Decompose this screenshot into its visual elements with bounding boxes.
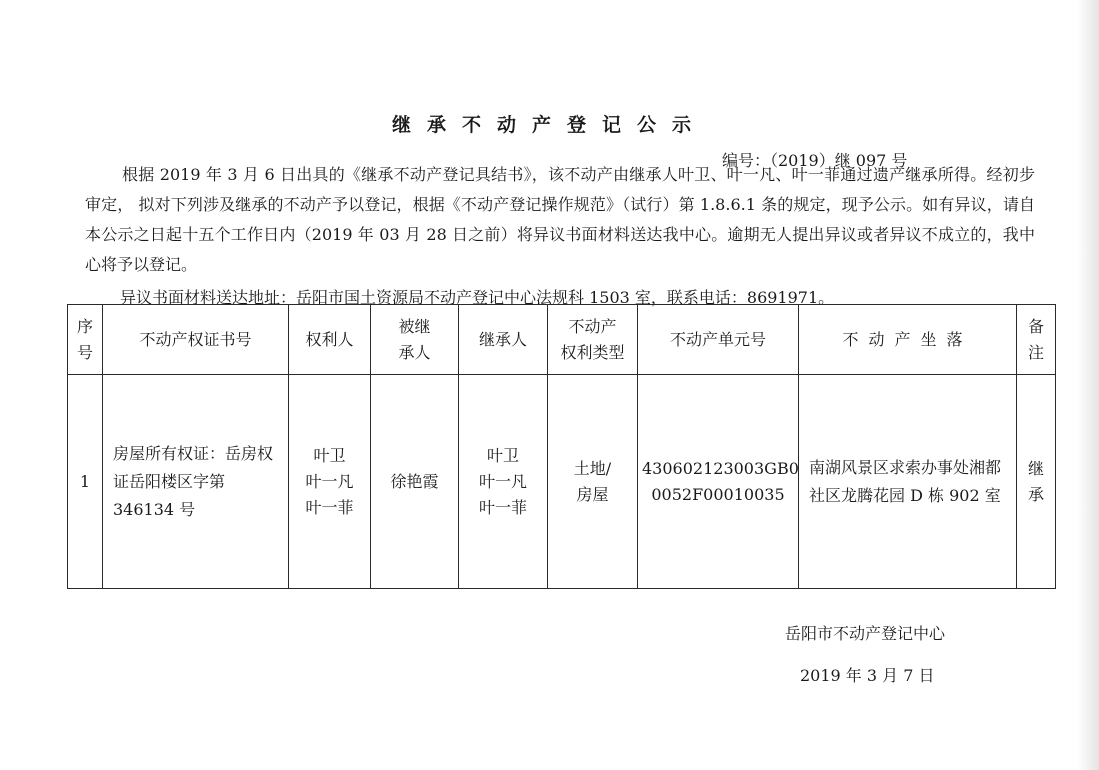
header-heir: 继承人 [459,305,548,375]
header-location: 不动产坐落 [799,305,1017,375]
header-unit-no: 不动产单元号 [638,305,799,375]
body-paragraph: 根据 2019 年 3 月 6 日出具的《继承不动产登记具结书》，该不动产由继承人叶卫、叶一凡、叶一菲通过遗产继承所得。经初步审定， 拟对下列涉及继承的不动产予以登记，根据《不动产登记操作规范》（试行）第 1.8.6.1 条的规定，现予公示。如有异议，请自本公示之日起十五个工作日内（2019 年 03 月 28 日之前）将异议书面材料送达我中心。逾期无人提出异议或者异议不成立的，我中心将予以登记。 [85,165,1035,274]
issue-date: 2019 年 3 月 7 日 [800,666,935,685]
issuer-name: 岳阳市不动产登记中心 [785,624,946,643]
cell-remark: 继 承 [1017,375,1056,589]
cell-location: 南湖风景区求索办事处湘都社区龙腾花园 D 栋 902 室 [799,375,1017,589]
header-right-type: 不动产 权利类型 [548,305,638,375]
document-title: 继承不动产登记公示 [391,114,707,136]
header-obligee: 权利人 [289,305,371,375]
objection-address: 异议书面材料送达地址：岳阳市国土资源局不动产登记中心法规科 1503 室，联系电话：8691971。 [120,288,835,307]
cell-seq: 1 [68,375,103,589]
header-decedent: 被继 承人 [371,305,459,375]
cell-unit-no: 430602123003GB0 0052F00010035 [638,375,799,589]
cell-decedent: 徐艳霞 [371,375,459,589]
registration-table [67,304,1056,589]
header-seq: 序 号 [68,305,103,375]
cell-right-type: 土地/ 房屋 [548,375,638,589]
table-row [68,375,1056,589]
header-cert-no: 不动产权证书号 [103,305,289,375]
cell-heir: 叶卫 叶一凡 叶一菲 [459,375,548,589]
cell-obligee: 叶卫 叶一凡 叶一菲 [289,375,371,589]
table-header-row [68,305,1056,375]
document-number: 编号：（2019）继 097 号 [722,151,908,170]
header-remark: 备 注 [1017,305,1056,375]
cell-cert-no: 房屋所有权证：岳房权证岳阳楼区字第 346134 号 [103,375,289,589]
